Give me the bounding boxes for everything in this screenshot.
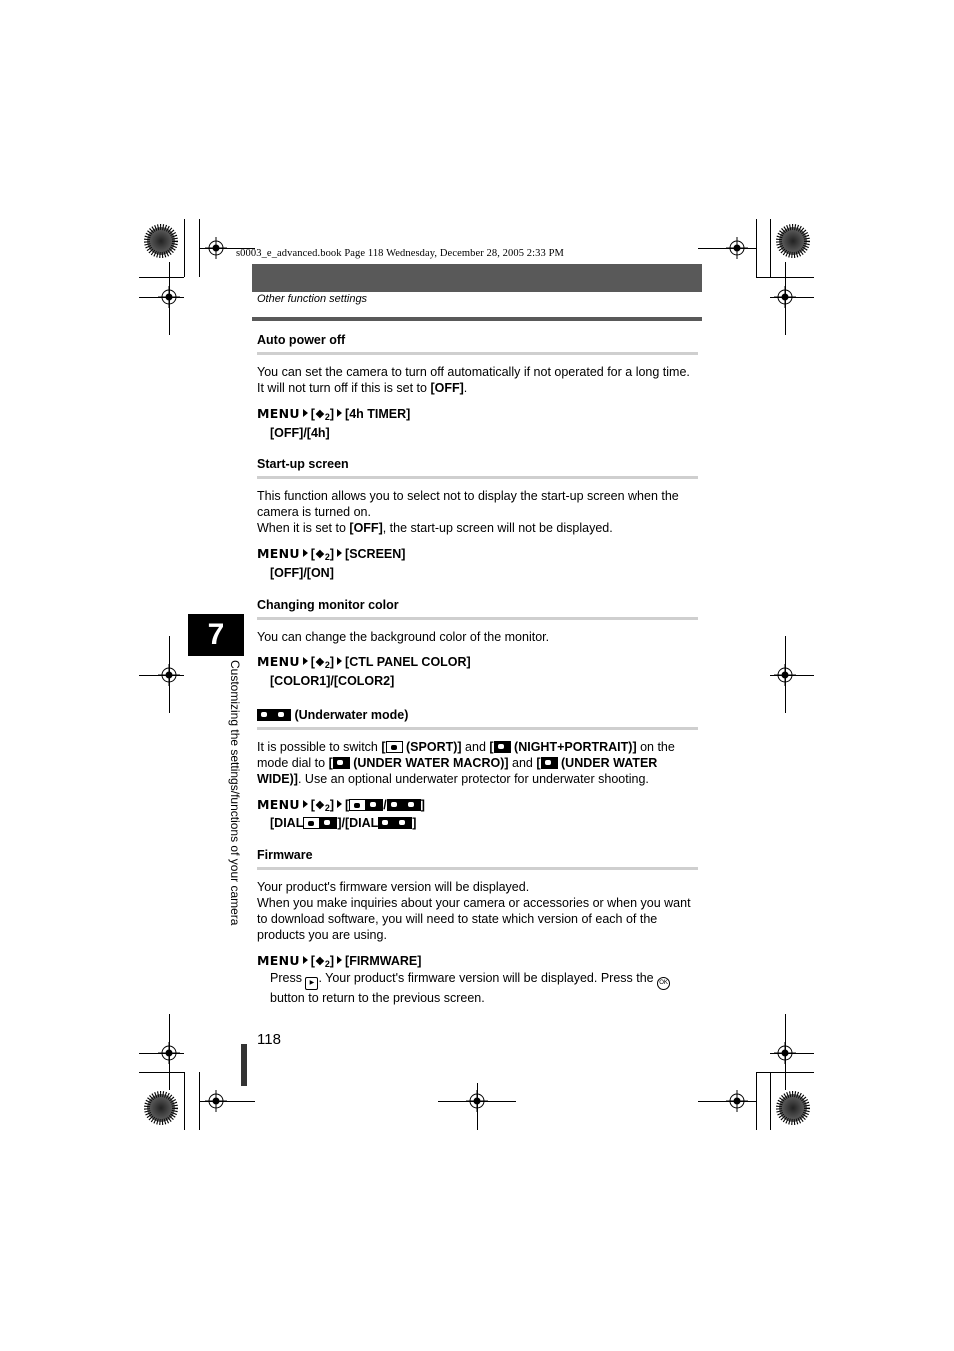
auto-power-body: You can set the camera to turn off automatically if not operated for a long time. It will not turn off if this is set to [OFF]. [257,365,690,395]
heading-auto-power-off: Auto power off [257,333,346,347]
night-portrait-mode-icon [366,799,383,811]
ok-button-icon: OK [657,977,670,990]
chapter-side-title: Customizing the settings/functions of your camera [228,660,242,926]
sport-mode-icon [386,741,403,753]
starburst-mark [779,227,807,255]
menu-path-auto-power: MENU [❖2] [4h TIMER] [257,406,411,422]
heading-firmware: Firmware [257,848,313,862]
page-number: 118 [257,1031,281,1048]
menu-path-underwater: MENU [❖2] [ / ] [257,797,425,813]
menu-options-startup: [OFF]/[ON] [270,566,334,580]
arrow-icon [303,549,308,557]
heading-rule [257,476,698,479]
heading-rule [257,617,698,620]
arrow-icon [303,409,308,417]
tool-2-icon: ❖2 [314,800,330,813]
underwater-wide-icon [404,799,421,811]
menu-options-monitor-color: [COLOR1]/[COLOR2] [270,674,395,688]
sport-mode-icon [303,817,320,829]
arrow-icon [337,657,342,665]
heading-startup-screen: Start-up screen [257,457,349,471]
underwater-macro-icon [378,817,395,829]
heading-rule [257,352,698,355]
menu-path-monitor-color: MENU [❖2] [CTL PANEL COLOR] [257,654,471,670]
tool-2-icon: ❖2 [314,956,330,969]
heading-rule [257,727,698,730]
menu-path-startup: MENU [❖2] [SCREEN] [257,546,406,562]
arrow-icon [303,956,308,964]
menu-options-auto-power: [OFF]/[4h] [270,426,330,440]
zoom-button-icon: ▶ [305,977,318,990]
arrow-icon [337,409,342,417]
firmware-body: Your product's firmware version will be displayed. When you make inquiries about your camera or accessories or when you want to download software, you will need to state which version of each of the products you are using. [257,880,691,942]
arrow-icon [303,800,308,808]
section-label: Other function settings [257,293,368,305]
heading-underwater-mode: (Underwater mode) [257,708,408,722]
page-number-bar [241,1044,247,1086]
starburst-mark [147,1094,175,1122]
arrow-icon [337,800,342,808]
chapter-tab: 7 [188,614,244,656]
arrow-icon [303,657,308,665]
arrow-icon [337,956,342,964]
print-header-info: s0003_e_advanced.book Page 118 Wednesday, December 28, 2005 2:33 PM [236,248,564,259]
tool-2-icon: ❖2 [314,657,330,670]
tool-2-icon: ❖2 [314,549,330,562]
underwater-macro-icon [333,757,350,769]
starburst-mark [147,227,175,255]
tool-2-icon: ❖2 [314,409,330,422]
menu-options-underwater: [DIAL ]/[DIAL ] [270,816,417,830]
underwater-wide-icon [395,817,412,829]
arrow-icon [337,549,342,557]
section-rule [252,317,702,321]
underwater-macro-icon [387,799,404,811]
underwater-wide-icon [274,709,291,721]
startup-body: This function allows you to select not to display the start-up screen when the camera is turned on. When it is set to [OFF], the start-up screen will not be displayed. [257,489,679,535]
starburst-mark [779,1094,807,1122]
heading-monitor-color: Changing monitor color [257,598,399,612]
underwater-wide-icon [541,757,558,769]
night-portrait-mode-icon [494,741,511,753]
sport-mode-icon [349,799,366,811]
underwater-body: It is possible to switch [ (SPORT)] and [ (NIGHT+PORTRAIT)] on the mode dial to [ (UNDER WATER MACRO)] and [ (UNDER WATER WIDE)]. Use an optional underwater protector for underwater shooting. [257,740,675,786]
firmware-note: Press ▶ . Your product's firmware version will be displayed. Press the OK button to return to the previous screen. [270,970,700,1006]
night-portrait-mode-icon [320,817,337,829]
underwater-macro-icon [257,709,274,721]
header-bar [252,264,702,292]
monitor-color-body: You can change the background color of the monitor. [257,630,550,644]
menu-path-firmware: MENU [❖2] [FIRMWARE] [257,953,422,969]
heading-rule [257,867,698,870]
